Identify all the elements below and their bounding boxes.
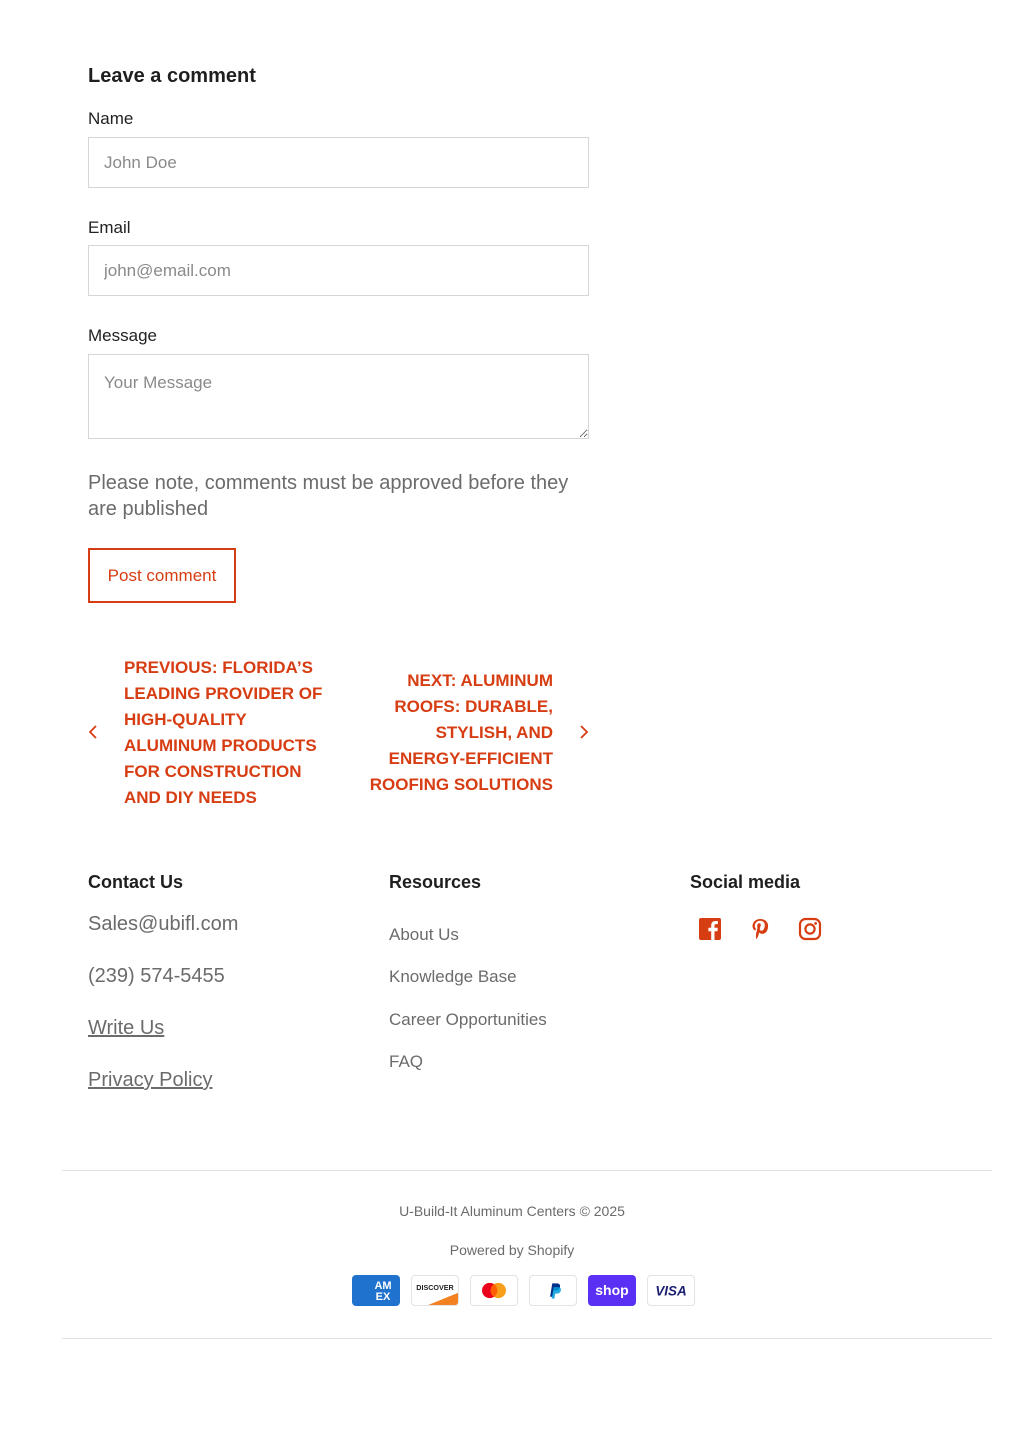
knowledge-base-link[interactable]: Knowledge Base [389, 967, 517, 986]
discover-wordmark: DISCOVER [416, 1284, 454, 1293]
chevron-left-icon [88, 720, 108, 746]
visa-wordmark: VISA [655, 1283, 687, 1299]
message-textarea[interactable] [88, 354, 589, 439]
name-label: Name [88, 109, 134, 128]
powered-by-shopify-link[interactable]: Powered by Shopify [449, 1242, 575, 1258]
email-label: Email [88, 218, 131, 237]
name-input[interactable] [88, 137, 589, 188]
discover-icon [411, 1275, 459, 1306]
privacy-policy-link[interactable]: Privacy Policy [88, 1069, 213, 1091]
article-navigation [88, 655, 589, 815]
footer-resources [389, 868, 649, 1071]
payment-icons [352, 1275, 695, 1306]
visa-icon [647, 1275, 695, 1306]
next-article-link[interactable] [349, 668, 589, 798]
email-input[interactable] [88, 245, 589, 296]
faq-link[interactable]: FAQ [389, 1052, 424, 1071]
facebook-icon[interactable] [696, 915, 724, 943]
footer-divider-bottom [62, 1338, 992, 1339]
pinterest-icon[interactable] [746, 915, 774, 943]
career-opportunities-link[interactable]: Career Opportunities [389, 1010, 547, 1029]
chevron-right-icon [569, 720, 589, 746]
previous-article-link[interactable] [88, 655, 328, 811]
contact-email: Sales@ubifl.com [88, 913, 239, 935]
footer-social [690, 868, 950, 896]
form-title: Leave a comment [88, 65, 256, 87]
resources-title: Resources [389, 872, 482, 892]
approval-note: Please note, comments must be approved before they are published [88, 472, 569, 520]
shop-pay-icon [588, 1275, 636, 1306]
comment-form [88, 62, 589, 585]
footer-divider-top [62, 1170, 992, 1171]
mastercard-icon [470, 1275, 518, 1306]
message-label: Message [88, 326, 157, 345]
shop-pay-wordmark: shop [595, 1282, 629, 1298]
amex-mark-bottom: EX [375, 1291, 391, 1303]
previous-article-title: PREVIOUS: FLORIDA’S LEADING PROVIDER OF HIGH-QUALITY ALUMINUM PRODUCTS FOR CONSTRUCTION AND DIY NEEDS [124, 658, 323, 807]
footer-contact [88, 868, 348, 1091]
post-comment-button[interactable]: Post comment [88, 548, 236, 603]
social-title: Social media [690, 872, 801, 892]
copyright-text: U-Build-It Aluminum Centers © 2025 [399, 1203, 625, 1219]
contact-phone: (239) 574-5455 [88, 965, 225, 987]
instagram-icon[interactable] [796, 915, 824, 943]
amex-mark-top: AM [374, 1280, 392, 1292]
write-us-link[interactable]: Write Us [88, 1017, 165, 1039]
paypal-icon [529, 1275, 577, 1306]
next-article-title: NEXT: ALUMINUM ROOFS: DURABLE, STYLISH, AND ENERGY-EFFICIENT ROOFING SOLUTIONS [369, 671, 553, 794]
amex-icon [352, 1275, 400, 1306]
social-links [696, 915, 824, 943]
about-us-link[interactable]: About Us [389, 925, 459, 944]
contact-title: Contact Us [88, 872, 184, 892]
